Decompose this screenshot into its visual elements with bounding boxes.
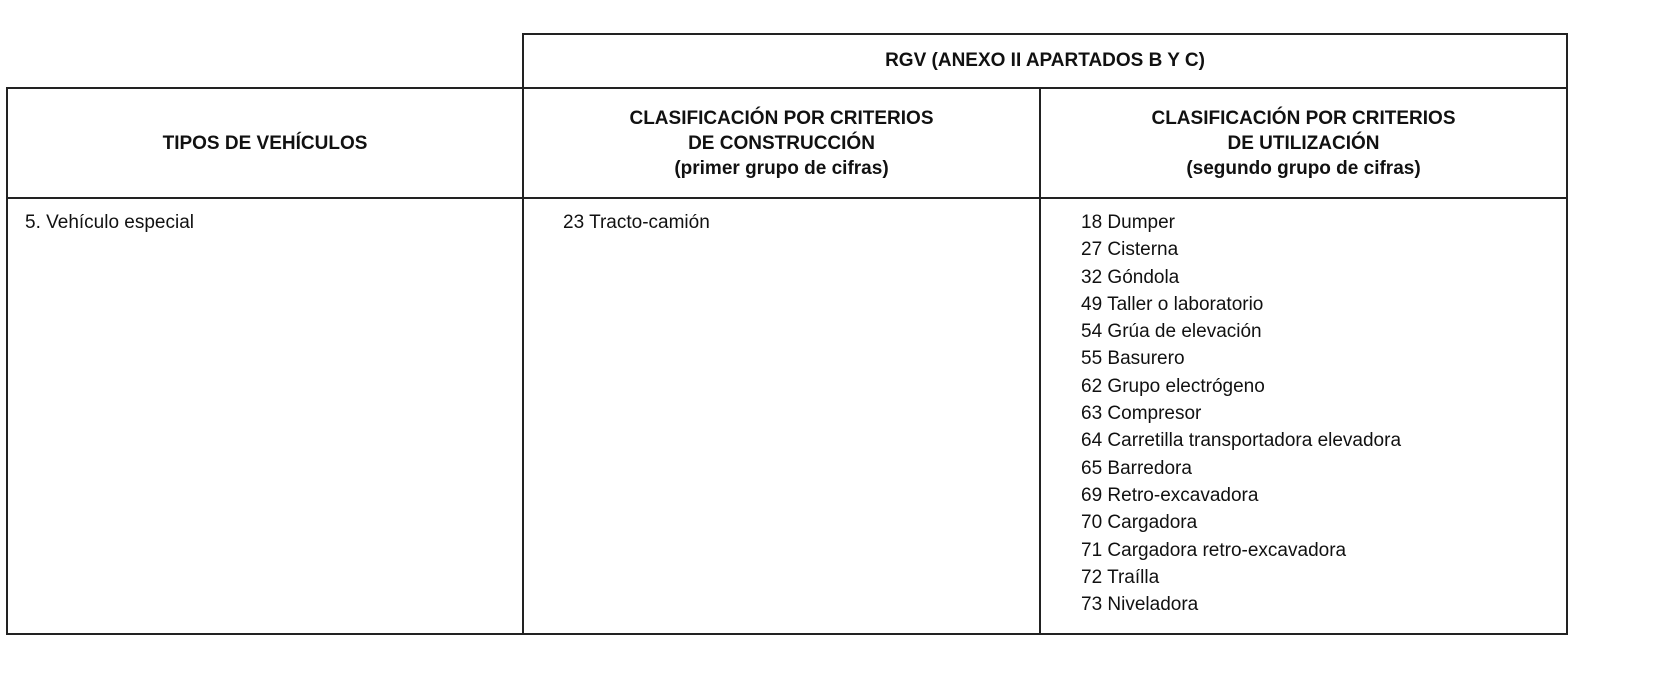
usage-criteria-header <box>1040 88 1567 198</box>
list-item: 69 Retro-excavadora <box>1081 484 1259 506</box>
vehicle-types-header: TIPOS DE VEHÍCULOS <box>7 88 523 198</box>
vehicle-classification-table <box>6 33 1568 635</box>
column-header-row <box>7 88 1567 198</box>
list-item: 63 Compresor <box>1081 403 1202 425</box>
construction-header-line-1: CLASIFICACIÓN POR CRITERIOS <box>629 107 934 129</box>
list-item: 65 Barredora <box>1081 457 1192 479</box>
list-item: 54 Grúa de elevación <box>1081 321 1262 343</box>
rgv-group-header: RGV (ANEXO II APARTADOS B Y C) <box>523 34 1567 88</box>
vehicle-classification-table-container <box>6 33 1566 635</box>
list-item: 49 Taller o laboratorio <box>1081 293 1264 315</box>
list-item: 55 Basurero <box>1081 348 1185 370</box>
construction-cell: 23 Tracto-camión <box>523 198 1040 634</box>
construction-header-line-3: (primer grupo de cifras) <box>674 157 889 179</box>
construction-header-line-2: DE CONSTRUCCIÓN <box>688 132 875 154</box>
list-item: 62 Grupo electrógeno <box>1081 375 1265 397</box>
list-item: 72 Traílla <box>1081 566 1160 588</box>
empty-corner-cell <box>7 34 523 88</box>
list-item: 27 Cisterna <box>1081 239 1179 261</box>
usage-list <box>1081 209 1566 618</box>
list-item: 64 Carretilla transportadora elevadora <box>1081 430 1402 452</box>
usage-header-line-2: DE UTILIZACIÓN <box>1227 132 1380 154</box>
list-item: 18 Dumper <box>1081 212 1175 233</box>
usage-cell <box>1040 198 1567 634</box>
list-item: 70 Cargadora <box>1081 512 1198 534</box>
list-item: 73 Niveladora <box>1081 594 1199 616</box>
construction-criteria-header <box>523 88 1040 198</box>
vehicle-type-cell: 5. Vehículo especial <box>7 198 523 634</box>
usage-header-line-1: CLASIFICACIÓN POR CRITERIOS <box>1151 107 1456 129</box>
usage-header-line-3: (segundo grupo de cifras) <box>1186 157 1421 179</box>
group-header-row <box>7 34 1567 88</box>
list-item: 32 Góndola <box>1081 266 1180 288</box>
table-row <box>7 198 1567 634</box>
list-item: 71 Cargadora retro-excavadora <box>1081 539 1347 561</box>
